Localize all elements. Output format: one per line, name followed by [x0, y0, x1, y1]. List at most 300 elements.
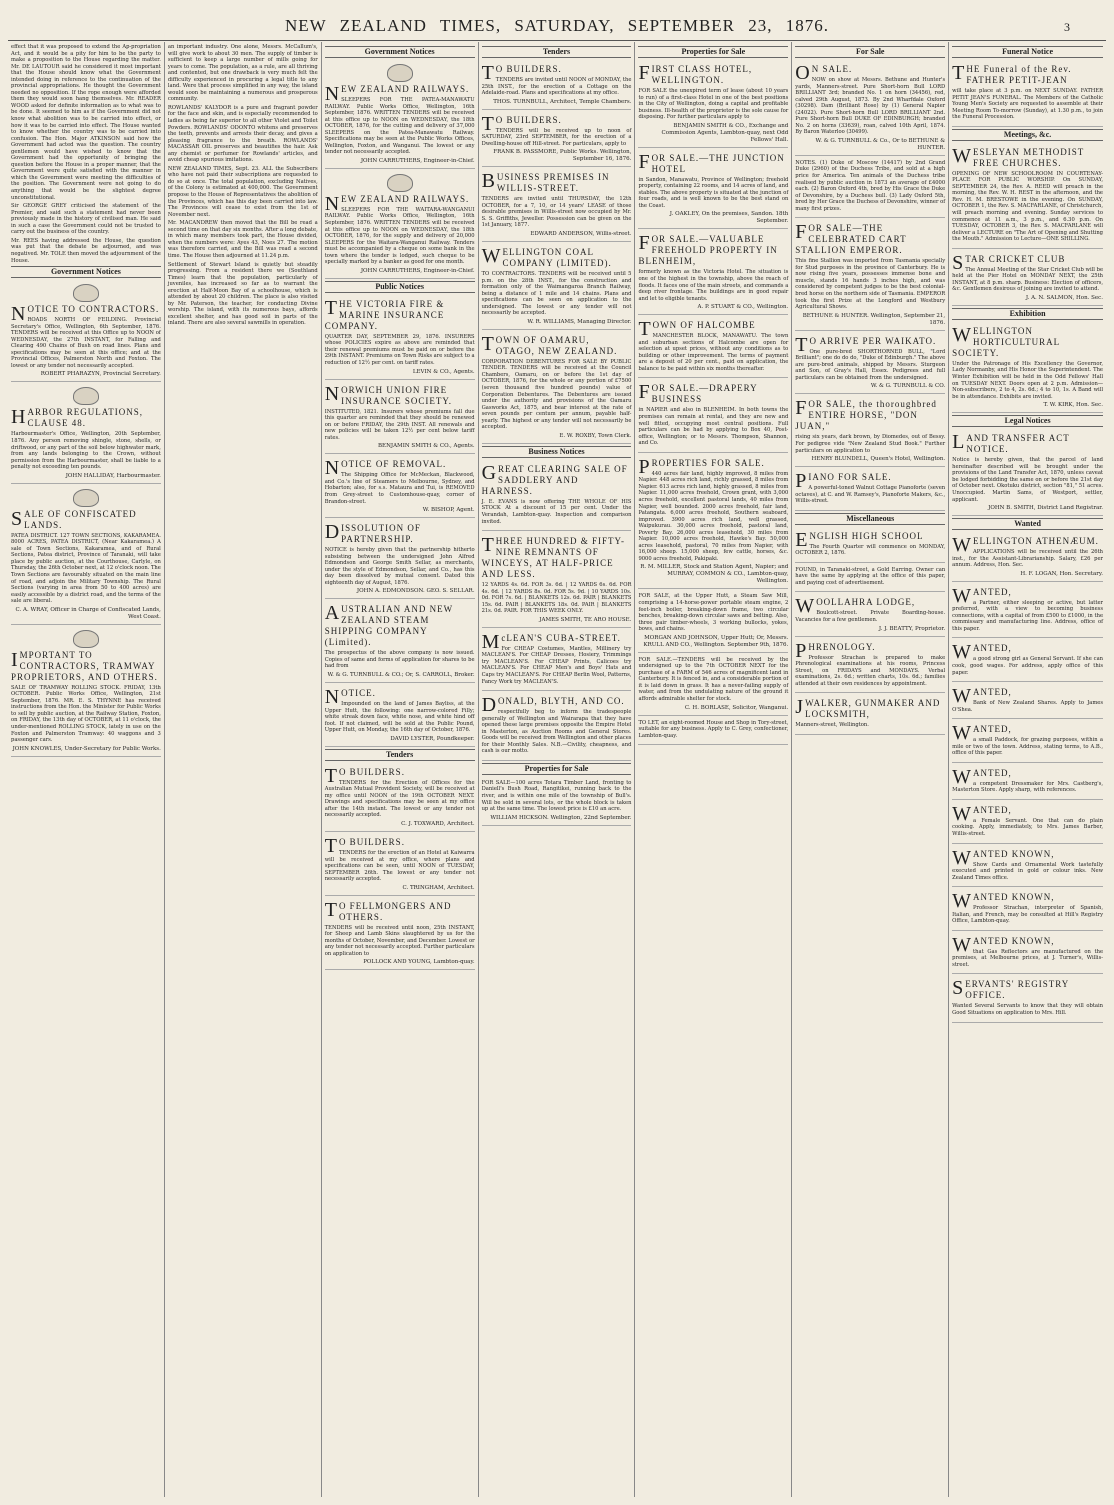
advertisement: [482, 169, 632, 242]
news-paragraph: an important industry. One alone, Messrs. McCallum's, will give work to about 30 men. The supply of timber is sufficient to keep a large number of mills going for years to come. The population, as a rule, are all thriving and contented, but one drawback is very much felt the difficulty experienced in procuring a legal title to any land. Were that process simplified in any way, the island would soon be maintaining a numerous and prosperous community.: [167, 44, 318, 103]
advertisement: [638, 655, 788, 716]
advertisement: [952, 765, 1103, 800]
advertisement: [795, 396, 945, 467]
advertisement: [325, 171, 475, 279]
advertisement: [638, 150, 788, 230]
advertisement: [795, 639, 945, 694]
ad-heading: OWN OF OAMARU, OTAGO, NEW ZEALAND.: [495, 334, 618, 356]
ad-heading: ELLINGTON COAL COMPANY (LIMITED).: [502, 247, 612, 269]
ad-signature: C. J. TOXWARD, Architect.: [401, 820, 475, 827]
ad-signature: W. & G. TURNBULL & Co., Or to BETHUNE & HUNTER.: [815, 137, 946, 151]
ad-body: a Female Servant. One that can do plain cooking. Apply, immediately, to Mrs. James Barber, Willis-street.: [952, 817, 1104, 837]
ad-signature: JOHN HALLIDAY, Harbourmaster.: [65, 472, 161, 479]
ad-heading: ARBOR REGULATIONS, CLAUSE 48.: [27, 407, 143, 429]
ad-heading: ESLEYAN METHODIST FREE CHURCHES.: [973, 146, 1085, 168]
news-paragraph: Mr. REES having addressed the House, the question was put that the debate be adjourned, and was negatived. Mr. TOLE then moved the adjournment of the House.: [11, 237, 161, 264]
ad-body: TO CONTRACTORS. TENDERS will be received until 5 p.m. on the 28th INST., for the construction and formation only of the Waimangaroa Branch Railway, being a distance of 1 mile and 14 chains. Plans and specifications can be seen on application to the undersigned. The lowest or any tender will not necessarily be accepted.: [481, 271, 632, 317]
ad-heading: HRENOLOGY.: [808, 641, 876, 652]
drop-initial: W: [795, 595, 815, 618]
news-paragraph: ROWLANDS' KALYDOR is a pure and fragrant powder for the face and skin, and is especially recommended to ladies as being far superior to all other Violet and Toilet Powders. ROWLANDS' ODONTO whitens and preserves the teeth, prevents and arrests their decay, and gives a pleasing fragrance to the breath. ROWLANDS' MACASSAR OIL preserves and beautifies the hair. Ask any chemist or perfumer for Rowlands' articles, and avoid cheap spurious imitations.: [167, 104, 318, 164]
ad-heading: ELLINGTON ATHENÆUM.: [973, 536, 1099, 547]
section-heading: Meetings, &c.: [952, 129, 1103, 141]
column-5: [635, 42, 792, 1497]
drop-initial: P: [795, 470, 807, 493]
ad-heading: OR SALE.—VALUABLE FREEHOLD PROPERTY IN BLENHEIM,: [638, 234, 778, 267]
ad-body: that Gas Reflectors are manufactured on the premises, at Melbourne prices, at J. Turner's, Willis-street.: [952, 948, 1104, 968]
news-paragraph: Mr. MACANDREW then moved that the Bill be read a second time on that day six months. After a long debate, in which many members took part, the House divided, when the numbers were: Ayes 43, Noes 27. The motion was therefore carried, and the Bill was read a second time. The House then adjourned at 11.24 p.m.: [167, 220, 318, 259]
drop-initial: S: [952, 251, 964, 274]
crest-emblem-icon: [73, 387, 99, 405]
ad-heading: ANTED KNOWN,: [973, 935, 1055, 946]
advertisement: [952, 846, 1103, 888]
ad-heading: IRST CLASS HOTEL, WELLINGTON.: [651, 64, 753, 85]
ad-body: QUARTER DAY, SEPTEMBER 29, 1876. INSURERS whose POLICIES expire as above are reminded that their renewal premiums must be paid on or before the 29th INSTANT. Premiums on Town Risks are subject to a reduction of 12½ per cent. on tariff rates.: [324, 333, 475, 367]
drop-initial: L: [952, 431, 965, 454]
advertisement: [638, 591, 788, 652]
advertisement: [482, 693, 632, 761]
ad-heading: WALKER, GUNMAKER AND LOCKSMITH,: [805, 698, 941, 720]
ad-signature: ROBERT PHARAZYN, Provincial Secretary.: [40, 371, 161, 378]
section-heading: For Sale: [795, 46, 945, 58]
drop-initial: T: [324, 834, 337, 857]
news-paragraph: Settlement of Stewart Island is quietly but steadily progressing. From a resident there we (Southland Times) learn that the population, particularly of juveniles, has increased so far as to warrant the erection at Half-Moon Bay of a schoolhouse, which is attended by about 20 children. The place is also visited by Mr. Paterson, the teacher, for conducting Divine worship. The island, with its numerous bays, affords excellent shelter, and has good soil in parts of the inland. There are also several sawmills in operation.: [167, 261, 318, 327]
drop-initial: W: [952, 846, 972, 869]
drop-initial: A: [324, 602, 340, 625]
ad-body: a competent Dressmaker for Mrs. Castberg's, Masterton Store. Apply sharp, with references.: [952, 780, 1104, 794]
ad-body: Harbourmaster's Office, Wellington, 20th September, 1876. Any person removing shingle, stone, shells, or driftwood, or any part of the soil below highwater mark, from any lands belonging to the Crown, without permission from the Harbourmaster, shall be liable to a penalty not exceeding ten pounds.: [11, 431, 161, 471]
drop-initial: I: [11, 648, 18, 671]
ad-heading: ROPERTIES FOR SALE.: [651, 457, 765, 468]
crest-emblem-icon: [73, 489, 99, 507]
drop-initial: O: [795, 62, 810, 84]
ad-heading: OR SALE, the thoroughbred ENTIRE HORSE, "DON JUAN,": [795, 399, 937, 432]
ad-body: TENDERS are invited until THURSDAY, the 12th OCTOBER, for a 7, 10, or 14 years' LEASE of those desirable premises in Willis-street now occupied by Mr. S. S. Griffiths, Jeweller. Possession can be given on the 1st January, 1877.: [481, 196, 632, 229]
ad-signature: E. W. ROXBY, Town Clerk.: [559, 432, 632, 439]
drop-initial: E: [795, 528, 808, 551]
ad-heading: ANTED,: [973, 687, 1012, 698]
advertisement: [638, 61, 788, 148]
ad-body: CORPORATION DEBENTURES FOR SALE BY PUBLIC TENDER. TENDERS will be received at the Council Chambers, Oamaru, on or before the 1st day of OCTOBER, 1876, for the whole or any portion of £7500 (seven thousand five hundred pounds) value of Corporation Debentures. The Debentures are issued under the authority and provisions of the Oamaru Gasworks Act, 1875, and bear interest at the rate of seven pounds per centum per annum, payable half-yearly. The highest or any tender will not necessarily be accepted.: [481, 358, 632, 431]
ad-signature: BENJAMIN SMITH & CO., Exchange and Commission Agents, Lambton-quay, next Odd Fellows' Hall.: [661, 122, 789, 143]
ad-body: The Fourth Quarter will commence on MONDAY, OCTOBER 2, 1876.: [795, 543, 946, 557]
section-heading: Government Notices: [11, 266, 161, 278]
ad-heading: OR SALE—THE CELEBRATED CART STALLION EMPEROR.: [795, 223, 907, 256]
ad-signature: JOHN A. EDMONDSON. GEO. S. SELLAR.: [356, 588, 475, 595]
ad-body: TO LET, an eight-roomed House and Shop in Tory-street, suitable for any business. Apply to C. Grey, confectioner, Lambton-quay.: [638, 719, 789, 739]
ad-body: INSTITUTED, 1821. Insurers whose premiums fall due this quarter are reminded that they should be renewed on or before FRIDAY, the 29th INST. All renewals and new policies will be taken 12½ per cent below tariff rates.: [324, 408, 475, 441]
column-4: [479, 42, 636, 1497]
ad-body: NOTICE is hereby given that the partnership hitherto subsisting between the undersigned John Alfred Edmondson and George Smith Sellar, as merchants, under the style of Edmondson, Sellar, and Co., has this day been dissolved by mutual consent. Dated this eighteenth day of August, 1876.: [324, 547, 475, 586]
ad-body: PATEA DISTRICT. 127 TOWN SECTIONS, KAKARAMEA. 8000 ACRES, PATEA DISTRICT, (Near Kakaramea.) A sale of Town Sections, Kakaramea, and of Rural Sections, Patea district, Province of Taranaki, will take place by public auction, at the Courthouse, Carlyle, on Thursday, the 26th October next, at 12 o'clock noon. The Town Sections are favourably situated on the main line of road, and adjoin the Military Township. The Rural Sections (varying in area from 50 to 400 acres) are easily accessible by a district road, and the terms of the sale are liberal.: [11, 532, 161, 605]
ad-body: TENDERS are invited until NOON of MONDAY, the 25th INST., for the erection of a Cottage on the Adelaide-road. Plans and specifications at my office.: [481, 77, 632, 97]
ad-heading: ANTED,: [973, 724, 1012, 735]
advertisement: [325, 520, 475, 599]
drop-initial: D: [481, 694, 497, 717]
ad-body: APPLICATIONS will be received until the 26th inst., for the Assistant-Librarianship. Salary, £26 per annum. Address, Hon. Sec.: [952, 549, 1104, 569]
ad-signature: JOHN CARRUTHERS, Engineer-in-Chief.: [360, 157, 475, 164]
ad-heading: ANTED,: [973, 804, 1012, 815]
ad-heading: OOLLAHRA LODGE,: [816, 597, 916, 608]
drop-initial: N: [324, 192, 340, 215]
ad-body: FOR SALE the unexpired term of lease (about 10 years to run) of a first-class Hotel in one of the best positions in the City of Wellington, doing a capital and profitable business. Ill-health of the proprietor is the sole cause for disposing. For further particulars apply to: [638, 88, 789, 121]
crest-emblem-icon: [387, 174, 413, 192]
column-3: [322, 42, 479, 1497]
advertisement: [638, 317, 788, 378]
drop-initial: W: [952, 765, 972, 788]
ad-heading: OR SALE.—THE JUNCTION HOTEL: [651, 152, 785, 174]
drop-initial: T: [481, 62, 494, 84]
ad-body: rising six years, dark brown, by Diomedes, out of Bessy. For pedigree vide "New Zealand Stud Book." Further particulars on application to: [795, 434, 946, 454]
drop-initial: T: [481, 112, 494, 135]
advertisement: [482, 332, 632, 444]
ad-body: TENDERS will be received up to noon of SATURDAY, 23rd SEPTEMBER, for the erection of a Dwelling-house off Hill-street. For particulars, apply to: [481, 127, 632, 147]
drop-initial: S: [11, 507, 23, 530]
drop-initial: G: [481, 461, 497, 484]
ad-signature: W. BISHOP, Agent.: [422, 507, 475, 514]
drop-initial: J: [795, 696, 804, 719]
ad-signature: W. R. WILLIAMS, Managing Director.: [527, 318, 632, 325]
advertisement: [952, 721, 1103, 763]
advertisement: [325, 764, 475, 832]
drop-initial: P: [795, 639, 807, 662]
advertisement: [11, 384, 161, 483]
advertisement: [482, 461, 632, 531]
drop-initial: F: [638, 150, 650, 173]
ad-signature: MORGAN AND JOHNSON, Upper Hutt; Or, Messrs. KRULL AND CO., Wellington. September 9th, 1876.: [643, 634, 789, 648]
advertisement: [795, 158, 945, 218]
ad-body: FOR SALE, at the Upper Hutt, a Steam Saw Mill, comprising a 14-horse-power portable steam engine, 2 feet-inch boiler, breaking-down frame, two circular benches, breaking-down circular saws and belting. Also, three pair timber-wheels, 3 working bullocks, yokes, bows, and chains.: [638, 593, 789, 633]
drop-initial: F: [638, 381, 650, 404]
ad-body: Show Cards and Ornamental Work tastefully executed and printed in gold or colour inks. New Zealand Times office.: [952, 861, 1104, 881]
drop-initial: T: [795, 333, 808, 356]
ad-body: FOR SALE—100 acres Totara Timber Land, fronting to Daniell's Bush Road, Rangitikei, running back to the river, and is within one mile of the township of Bull's. Will be sold in several lots, or the whole block is taken up at the same time. The lowest price is £10 an acre.: [481, 779, 632, 813]
ad-body: Boulcott-street. Private Boarding-house. Vacancies for a few gentlemen.: [795, 610, 946, 623]
section-heading: Wanted: [952, 518, 1103, 530]
ad-heading: ELLINGTON HORTICULTURAL SOCIETY.: [952, 325, 1060, 358]
column-2: [165, 42, 322, 1497]
drop-initial: F: [638, 232, 650, 255]
ad-body: Professor Strachan is prepared to make Phrenological examinations at his rooms, Princess Street, on FRIDAYS and MONDAYS. Verbal examinations, 2s. 6d.; written charts, 10s. 6d.; families attended at their own residences by appointment.: [795, 654, 946, 687]
ad-signature: DAVID LYSTER, Poundkeeper.: [390, 735, 475, 742]
ad-body: The Shipping Office for McMeckan, Blackwood, and Co.'s line of Steamers to Melbourne, Sydney, and Hobarton; also, for s.s. Mataura and Tui, is REMOVED from Grey-street to Customhouse-quay, corner of Brandon-street.: [324, 472, 475, 505]
ad-heading: ORWICH UNION FIRE INSURANCE SOCIETY.: [341, 384, 453, 406]
ad-signature: JAMES SMITH, TE ARO HOUSE.: [539, 616, 632, 623]
drop-initial: N: [11, 303, 26, 326]
drop-initial: W: [481, 245, 501, 268]
ad-heading: USINESS PREMISES IN WILLIS-STREET.: [496, 172, 610, 194]
drop-initial: F: [638, 62, 650, 84]
drop-initial: M: [481, 630, 500, 653]
ad-body: Wanted Several Servants to know that they will obtain Good Situations on application to Mrs. Hill.: [952, 1003, 1104, 1016]
drop-initial: W: [952, 144, 972, 167]
ad-signature: WILLIAM HICKSON. Wellington, 22nd September.: [490, 814, 632, 821]
ad-body: formerly known as the Victoria Hotel. The situation is one of the highest in the township, above the reach of floods. It faces one of the main streets, and commands a deep river frontage. The buildings are in good repair and let to eligible tenants.: [638, 269, 789, 302]
advertisement: [795, 469, 945, 511]
drop-initial: T: [324, 898, 337, 921]
drop-initial: T: [481, 534, 494, 557]
drop-initial: W: [952, 323, 972, 346]
advertisement: [952, 533, 1103, 582]
drop-initial: T: [324, 296, 337, 319]
advertisement: [482, 778, 632, 826]
advertisement: [952, 976, 1103, 1022]
ad-signature: J. J. BEATTY, Proprietor.: [878, 625, 946, 632]
advertisement: [795, 220, 945, 330]
ad-body: Manners-street, Wellington.: [795, 722, 869, 729]
section-heading: Miscellaneous: [795, 513, 945, 525]
advertisement: [482, 533, 632, 628]
ad-heading: O ARRIVE PER WAIKATO.: [809, 335, 937, 346]
ad-body: A powerful-toned Walnut Cottage Pianoforte (seven octaves), at C. and W. Ramsey's, Pianoforte Makers, &c., Willis-street.: [795, 485, 946, 505]
ad-body: Impounded on the land of James Bayliss, at the Upper Hutt, the following: one narrow-colored Filly; white streak down face, white nose, and white hind off foot. If not claimed, will be sold at the Public Pound, Upper Hutt, on Monday, the 16th day of October, 1876.: [324, 700, 475, 734]
ad-body: TENDERS will be received until noon, 25th INSTANT, for Sheep and Lamb Skins slaughtered by us for the months of October, November, and December. Lowest or any tender not necessarily accepted. Further particulars on application to: [324, 924, 475, 957]
advertisement: [952, 144, 1103, 249]
drop-initial: W: [952, 685, 972, 708]
ad-body: a small Paddock, for grazing purposes, within a mile or two of the town. Address, stating terms, to A.B., office of this paper.: [952, 737, 1104, 757]
ad-signature: H. F. LOGAN, Hon. Secretary.: [1020, 570, 1104, 577]
ad-heading: O BUILDERS.: [338, 836, 405, 847]
ad-heading: OWN OF HALCOMBE: [652, 320, 756, 331]
section-heading: Properties for Sale: [482, 763, 632, 775]
ad-heading: ISSOLUTION OF PARTNERSHIP.: [341, 523, 421, 545]
ad-body: ROADS NORTH OF FEILDING. Provincial Secretary's Office, Wellington, 6th September, 1876. TENDERS will be received at this Office up to NOON of WEDNESDAY, the 27th INSTANT, for Falling and Clearing 490 Chains of Bush on road lines. Plans and specifications may be seen at this office; and at the Provincial Offices, Palmerston North and Foxton. The lowest or any tender not necessarily accepted.: [11, 317, 161, 369]
ad-heading: ERVANTS' REGISTRY OFFICE.: [965, 979, 1069, 1001]
ad-body: SLEEPERS FOR THE PATEA-MANAWATU RAILWAY. Public Works Office, Wellington, 16th September, 1876. WRITTEN TENDERS will be received at this office up to NOON on WEDNESDAY, the 18th OCTOBER, 1876, for the cutting and delivery of 37,000 SLEEPERS on the Patea-Manawatu Railway. Specifications may be seen at the Public Works Offices, Wellington, Foxton, and Wanganui. The lowest or any tender not necessarily accepted.: [324, 97, 475, 156]
ad-heading: ALE OF CONFISCATED LANDS.: [24, 508, 137, 530]
drop-initial: W: [952, 584, 972, 607]
ad-signature: A. P. STUART & CO., Wellington.: [697, 304, 789, 311]
drop-initial: S: [952, 977, 964, 1000]
drop-initial: W: [952, 802, 972, 825]
ad-body: The Annual Meeting of the Star Cricket Club will be held at the Pier Hotel on MONDAY NEXT, the 25th INSTANT, at 8 p.m. sharp. Business: Election of officers, &c. Gentlemen desirous of joining are invited to attend.: [952, 266, 1104, 293]
ad-heading: REAT CLEARING SALE OF SADDLERY AND HARNESS.: [481, 463, 628, 496]
ad-heading: OTICE OF REMOVAL.: [341, 459, 447, 470]
column-6: [792, 42, 949, 1497]
crest-emblem-icon: [387, 64, 413, 82]
advertisement: [11, 486, 161, 625]
ad-signature: BENJAMIN SMITH & CO., Agents.: [378, 443, 475, 450]
advertisement: [325, 382, 475, 455]
ad-signature: BETHUNE & HUNTER. Wellington, September 21, 1876.: [802, 312, 946, 326]
ad-body: 440 acres fair land, highly improved, 8 miles from Napier. 448 acres rich land, richly grassed, 8 miles from Napier. 613 acres rich land, highly grassed, 8 miles from Napier. 11,000 acres freehold, Crown grant, with 3,000 acres freehold, excellent pastoral lands, 40 miles from Napier, well bounded. 2000 acres freehold, fair land, Patangata. 6,000 acres freehold, Southern seaboard, improved. 3900 acres rich land, well grassed, Waipukurau. 30,000 acres freehold, pastoral land, Poverty Bay. 26,000 acres leasehold, 30 miles from Napier. 10,000 acres freehold, Hawke's Bay. 50,000 acres leasehold, pastoral, 70 miles from Napier, with 16,000 sheep. 15,000 sheep, few cattle, horses, &c. 9000 acres freehold, Pakipaki.: [638, 470, 789, 562]
ad-body: respectfully beg to inform the tradespeople generally of Wellington and Wairarapa that they have opened these large premises opposite the Empire Hotel in Masterton, as Auction Rooms and General Stores. Goods will be received from Wellington and other places for their Monthly Sales. N.B.—Civility, cheapness, and cash is our motto.: [481, 709, 632, 755]
advertisement: [952, 684, 1103, 719]
ad-signature: JOHN KNOWLES, Under-Secretary for Public Works.: [12, 745, 161, 752]
advertisement: [952, 584, 1103, 639]
ad-signature: JOHN CARRUTHERS, Engineer-in-Chief.: [360, 267, 475, 274]
section-heading: Legal Notices: [952, 415, 1103, 427]
ad-signature: POLLOCK AND YOUNG, Lambton-quay.: [363, 959, 475, 966]
section-heading: Exhibition: [952, 308, 1103, 320]
advertisement: [325, 601, 475, 683]
ad-heading: MPORTANT TO CONTRACTORS, TRAMWAY PROPRIETORS, AND OTHERS.: [11, 649, 158, 682]
advertisement: [325, 296, 475, 380]
advertisement: [482, 112, 632, 168]
drop-initial: W: [952, 722, 972, 745]
advertisement: [482, 61, 632, 110]
ad-heading: ANTED,: [973, 586, 1012, 597]
ad-body: 12 YARDS 4s. 6d. FOR 3s. 6d. | 12 YARDS 6s. 6d. FOR 4s. 6d. | 12 YARDS 8s. 0d. FOR 5s. 9d. | 10 YARDS 10s. 0d. FOR 7s. 6d. | BLANKETS 12s. 6d. PAIR | BLANKETS 15s. 6d. PAIR | BLANKETS 18s. 0d. PAIR | BLANKETS 21s. 0d. PAIR. FOR THIS WEEK ONLY.: [481, 582, 632, 615]
advertisement: [482, 244, 632, 330]
ad-body: FOR SALE.—TENDERS will be received by the undersigned up to the 7th OCTOBER NEXT for the purchase of a FARM of 546 acres of magnificent land in Canterbury. It is fenced in, and a considerable portion of it is laid down in grass. It has a never-failing supply of water, and from the undulating nature of the ground it affords admirable shelter for stock.: [638, 656, 789, 702]
advertisement: [638, 231, 788, 315]
ad-signature: J. A. N. SALMON, Hon. Sec.: [1025, 294, 1104, 301]
drop-initial: W: [952, 641, 972, 664]
ad-heading: cLEAN'S CUBA-STREET.: [501, 632, 621, 643]
ad-body: For CHEAP Costumes, Mantles, Millinery try MACLEAN'S. For CHEAP Dresses, Hosiery, Trimmings try MACLEAN'S. For CHEAP Prints, Calicoes try MACLEAN'S. For CHEAP Men's and Boys' Hats and Caps try MACLEAN'S. For CHEAP Berlin Wool, Patterns, Fancy Work try MACLEAN'S.: [481, 645, 632, 685]
advertisement: [795, 565, 945, 593]
advertisement: [952, 802, 1103, 844]
crest-emblem-icon: [73, 284, 99, 302]
news-paragraph: NEW ZEALAND TIMES, Sept. 23. ALL the Subscribers who have not paid their subscriptions are requested to do so at once. The total population, excluding Natives, of the Colony is estimated at 400,000. The Government propose to the House of Representatives the abolition of the Provinces, which has this day been carried into law. The Provinces will cease to exist from the 1st of November next.: [167, 165, 318, 218]
drop-initial: P: [638, 455, 650, 478]
ad-heading: AND TRANSFER ACT NOTICE.: [966, 433, 1070, 455]
ad-heading: TAR CRICKET CLUB: [965, 253, 1066, 264]
drop-initial: W: [952, 933, 972, 956]
advertisement: [325, 61, 475, 169]
drop-initial: N: [324, 685, 340, 708]
drop-initial: T: [638, 318, 651, 341]
ad-heading: O BUILDERS.: [338, 766, 405, 777]
ad-signature: EDWARD ANDERSON, Willis-street.: [530, 231, 632, 238]
ad-body: Notice is hereby given, that the parcel of land hereinafter described will be brought under the provisions of the Land Transfer Act, 1870, unless caveat be lodged forbidding the same on or before the 21st day of October next. Okotuku district, section "81," 51 acres. Unoccupied. Martin Sams, of Westport, settler, applicant.: [952, 457, 1104, 503]
ad-heading: N SALE.: [811, 64, 853, 74]
ad-body: in NAPIER and also in BLENHEIM. In both towns the premises can remain at rental, and they are new and well fitted, occupying most central positions. Full particulars can be had by applying to Box 40, Post-office, Wellington; or to Messrs. Thompson, Shannon, and Co.: [638, 407, 789, 447]
masthead-title: NEW ZEALAND TIMES, SATURDAY, SEPTEMBER 23, 1876.: [284, 16, 830, 35]
drop-initial: F: [795, 397, 807, 420]
ad-signature: J. OAKLEY, On the premises, Sandon. 18th September.: [669, 211, 789, 225]
ad-heading: O BUILDERS.: [495, 64, 562, 74]
ad-heading: O FELLMONGERS AND OTHERS.: [338, 900, 452, 922]
drop-initial: T: [481, 332, 494, 355]
drop-initial: T: [952, 62, 965, 84]
ad-heading: HE VICTORIA FIRE & MARINE INSURANCE COMPANY.: [324, 298, 445, 331]
advertisement: [482, 630, 632, 691]
drop-initial: N: [324, 457, 340, 480]
ad-signature: THOS. TURNBULL, Architect, Temple Chambers.: [493, 98, 632, 105]
section-heading: Public Notices: [325, 281, 475, 293]
advertisement: [952, 889, 1103, 931]
advertisement: [795, 594, 945, 636]
ad-body: SALE OF TRAMWAY ROLLING STOCK. FRIDAY, 13th OCTOBER. Public Works Office, Wellington, 21st September, 1876. MR. E. S. THYNNE has received instructions from the Hon. the Minister for Public Works to sell by public auction, at the Railway Station, Foxton, on FRIDAY, the 13th day of OCTOBER, at 11 o'clock, the under-mentioned ROLLING STOCK, lately in use on the Foxton and Palmerston Tramway: 40 waggons and 3 passenger cars.: [11, 684, 161, 744]
advertisement: [795, 695, 945, 735]
ad-body: MANCHESTER BLOCK, MANAWATU. The town and suburban sections of Halcombe are open for selection at upset prices, without any conditions as to building or other improvement. The terms of payment are a deposit of 20 per cent., paid on application, the balance to be paid within six months thereafter.: [638, 333, 789, 372]
masthead-rule: [8, 40, 1106, 41]
ad-heading: ANTED KNOWN,: [973, 892, 1055, 903]
ad-heading: OTICE TO CONTRACTORS.: [27, 304, 160, 315]
ad-body: will take place at 3 p.m. on NEXT SUNDAY. FATHER PETIT JEAN'S FUNERAL. The Members of the Catholic Young Men's Society are requested to assemble at their Meeting Room To-morrow (Sunday), at 1.30 p.m., to join the Funeral Procession.: [952, 88, 1104, 121]
ad-heading: ANTED,: [973, 767, 1012, 778]
drop-initial: T: [324, 764, 337, 787]
ad-heading: ANTED,: [973, 643, 1012, 654]
column-1: [8, 42, 165, 1497]
ad-heading: O BUILDERS.: [495, 114, 562, 125]
ad-signature: T. W. KIRK, Hon. Sec.: [1043, 402, 1104, 409]
drop-initial: D: [324, 521, 340, 544]
ad-body: TENDERS for the Erection of Offices for the Australian Mutual Provident Society, will be received at my office until NOON of the 19th OCTOBER NEXT. Drawings and specifications may be seen at my office after the 14th instant. The lowest or any tender not necessarily accepted.: [324, 779, 475, 819]
advertisement: [952, 323, 1103, 413]
ad-signature: W. & G. TURNBULL & CO.: [870, 383, 946, 390]
ad-body: OPENING OF NEW SCHOOLROOM IN COURTENAY-PLACE FOR PUBLIC WORSHIP. On SUNDAY, SEPTEMBER 24, the Rev. A. REED will preach in the morning, the Rev. W. H. REST in the afternoon, and the Rev. H. M. BRESTOWE in the evening. On SUNDAY, OCTOBER 1, the Rev. S. MACFARLANE, of Christchurch, will preach morning and evening. Sunday services to commence at 11 a.m., 3 p.m., and 6.30 p.m. On TUESDAY, OCTOBER 3, the Rev. S. MACFARLANE will deliver a LECTURE on "The Art of Opening and Shutting the Mouth." Admission to Lecture—ONE SHILLING.: [952, 170, 1104, 243]
ad-signature: HENRY BLUNDELL, Queen's Hotel, Wellington.: [811, 456, 946, 463]
advertisement: [952, 61, 1103, 127]
crest-emblem-icon: [73, 630, 99, 648]
section-heading: Tenders: [482, 46, 632, 58]
ad-signature: W. & G. TURNBULL & CO.; Or, S. CARROLL, Broker.: [327, 671, 475, 678]
ad-signature: JOHN B. SMITH, District Land Registrar.: [988, 505, 1104, 512]
drop-initial: N: [324, 83, 340, 105]
ad-body: J. E. EVANS is now offering THE WHOLE OF HIS STOCK At a discount of 15 per cent. Under the Verandah, Lambton-quay. Inspection and comparison invited.: [481, 498, 632, 525]
advertisement: [795, 333, 945, 395]
advertisement: [325, 834, 475, 896]
ad-body: SLEEPERS FOR THE WAITARA-WANGANUI RAILWAY. Public Works Office, Wellington, 16th September, 1876. WRITTEN TENDERS will be received at this office up to NOON on WEDNESDAY, the 18th OCTOBER, 1876, for the supply and delivery of 20,000 SLEEPERS for the Waitara-Wanganui Railway. Tenders must be accompanied by a cheque on some bank in the town where the tender is lodged, such cheque to be specially marked by a banker as good for one month.: [324, 206, 475, 266]
advertisement: [325, 898, 475, 971]
advertisement: [952, 640, 1103, 682]
ad-heading: OR SALE.—DRAPERY BUSINESS: [651, 383, 758, 405]
section-heading: Properties for Sale: [638, 46, 788, 58]
advertisement: [795, 61, 945, 156]
ad-body: One pure-bred SHORTHORNED BULL, "Lord Brilliant"; one do do do, "Duke of Edinburgh." The above are pure-bred animals, shipped by Messrs. Sturgeon and Son, of Gray's Hall, Essex. Pedigrees and full particulars can be obtained from the undersigned.: [795, 348, 946, 381]
ad-heading: USTRALIAN AND NEW ZEALAND STEAM SHIPPING COMPANY (Limited).: [324, 604, 454, 648]
ad-body: Bank of New Zealand Shares. Apply to James O'Shea.: [952, 700, 1104, 713]
ad-signature: R. M. MILLER, Stock and Station Agent, Napier; and MURRAY, COMMON & CO., Lambton-quay, Wellington.: [640, 564, 789, 585]
advertisement: [638, 380, 788, 452]
ad-heading: IANO FOR SALE.: [808, 472, 892, 483]
ad-body: in Sandon, Manawatu, Province of Wellington; freehold property, containing 22 rooms, and 14 acres of land, and stables. The above property is situated at the junction of four roads, and is well known to be the best stand on the Coast.: [638, 176, 789, 209]
advertisement: [325, 456, 475, 518]
section-heading: Funeral Notice: [952, 46, 1103, 58]
advertisement: [952, 933, 1103, 975]
ad-body: a good strong girl as General Servant. If she can cook, good wages. For address, apply office of this paper.: [952, 656, 1104, 676]
ad-heading: HE Funeral of the Rev. FATHER PETIT-JEAN: [966, 64, 1072, 85]
advertisement: [11, 281, 161, 382]
ad-body: Professor Strachan, interpreter of Spanish, Italian, and French, may be consulted at Hill's Registry Office, Lambton-quay.: [952, 905, 1104, 925]
ad-body: TENDERS for the erection of an Hotel at Kaiwarra will be received at my office, where plans and specifications can be seen, until NOON of TUESDAY, SEPTEMBER 26th. The lowest or any tender not necessarily accepted.: [324, 849, 475, 883]
ad-body: a Partner, either sleeping or active, but latter preferred, with a view to becoming business connections, with a capital of from £500 to £1000, in the commissary and manufacturing line. Address, office of this paper.: [952, 599, 1104, 632]
advertisement: [952, 251, 1103, 306]
page-number: 3: [1064, 20, 1070, 34]
advertisement: [952, 430, 1103, 516]
ad-signature: C. H. BORLASE, Solicitor, Wanganui.: [684, 704, 789, 711]
advertisement: [325, 685, 475, 747]
column-7: [949, 42, 1106, 1497]
ad-heading: EW ZEALAND RAILWAYS.: [341, 84, 470, 94]
drop-initial: W: [952, 534, 972, 557]
advertisement: [11, 627, 161, 757]
drop-initial: F: [795, 221, 807, 244]
newspaper-columns: [8, 42, 1106, 1497]
section-heading: Tenders: [325, 749, 475, 761]
ad-body: The prospectus of the above company is now issued. Copies of same and forms of application for shares to be had from: [324, 650, 475, 670]
ad-signature: C. A. WRAY, Officer in Charge of Confiscated Lands, West Coast.: [15, 606, 161, 620]
ad-signature: LEVIN & CO., Agents.: [412, 368, 475, 375]
advertisement: [638, 455, 788, 590]
ad-heading: ONALD, BLYTH, AND CO.: [498, 696, 625, 707]
ad-body: Under the Patronage of His Excellency the Governor, Lady Normanby, and His Honor the Superintendent. The Winter Exhibition will be held in the Odd Fellows' Hall on TUESDAY NEXT. Doors open at 2 p.m. Admission—Non-subscribers, 2 to 4, 2s. 6d.; 4 to 10, 1s. A Band will be in attendance. Exhibits are invited.: [952, 360, 1104, 400]
ad-body: NOTES. (1) Duke of Moscow (14417) by 2nd Grand Duke (2960) of the Duchess Tribe, and sold at a high price for America. Ten animals of the Duchess tribe realised by public auction in 1873 an average of £4000 each. (2) Baron Oxford 4th, bred by His Grace the Duke of Devonshire, by a Duchess bull. (3) Lady Oxford 5th, bred by Her Grace the Duchess of Devonshire, winner of many first prizes.: [795, 159, 946, 212]
drop-initial: B: [481, 170, 495, 193]
news-paragraph: effect that it was proposed to extend the Ap-propriation Act, and it would be a pity for him to be the party to make a proposition to the House regarding the matter. Mr. DE LAUTOUR said he considered it most important that the House should know what the Government intended doing in reference to the continuation of the provincial appropriations. He thought the Government needed no opposition. If the rope enough were afforded them they would soon hang themselves. Mr. READER WOOD asked for definite information as to what was to be done. It seemed to him as if the Government did not know what abolition was to be carried into effect, or how it was to be carried into effect. The House wanted to know whether the country was to be carried into confusion. The Hon. Major ATKINSON said how the Government had acted was the question. The country gentlemen would have wished to know that the Government had the opportunity of bringing the question before the House in a proper manner, that the Government were quite satisfied with the manner in which the Government were meeting the difficulties of the position. The Government were not going to do anything that would be the slightest degree unconstitutional.: [11, 44, 161, 201]
drop-initial: W: [952, 890, 972, 913]
section-heading: Government Notices: [325, 46, 475, 58]
advertisement: [638, 718, 788, 746]
ad-body: NOW on show at Messrs. Bethune and Hunter's yards, Manners-street. Pure Short-horn Bull LORD BRILLIANT 3rd; branded No. 1 on horn (34456), red, calved 29th August, 1873. By 2nd Wharfdale Oxford (30298). Dam (Brilliant Rose) by (1) General Napier (24022). Pure Short-horn Bull LORD BRILLIANT 2nd. Pure Short-horn Bull DUKE OF EDINBURGH; branded No. 2 on horns (33639), roan, calved 10th April, 1874. By Baron Waterloo (30499).: [795, 77, 946, 136]
ad-body: This fine Stallion was imported from Tasmania specially for Stud purposes in the province of Canterbury. He is now rising five years, possesses immense bone and muscle, stands 16 hands 3 inches high, and was considered by competent judges to be the best colonial-bred horse on the northern side of Tasmania. EMPEROR took the first Prize at the Longford and Westbury Agricultural Shows.: [795, 258, 946, 311]
ad-heading: ANTED KNOWN,: [973, 848, 1055, 859]
ad-heading: HREE HUNDRED & FIFTY-NINE REMNANTS OF WINCEYS, AT HALF-PRICE AND LESS.: [481, 536, 626, 580]
ad-heading: OTICE.: [341, 687, 376, 698]
ad-heading: NGLISH HIGH SCHOOL: [809, 530, 924, 541]
